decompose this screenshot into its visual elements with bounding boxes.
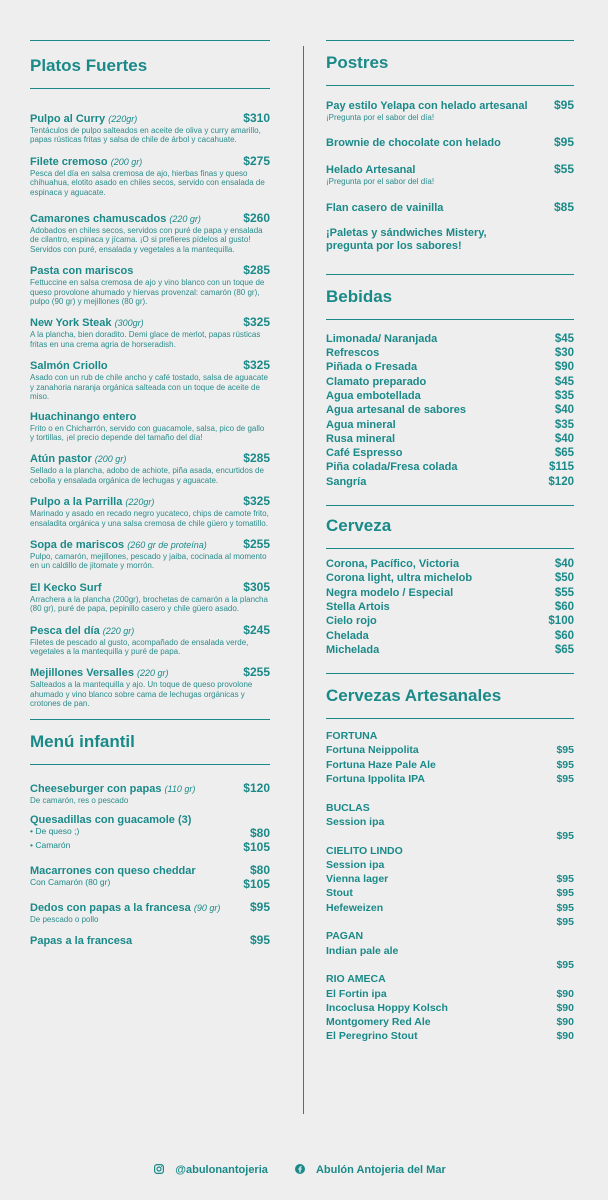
craft-prices (556, 729, 574, 1044)
drink-row (326, 629, 574, 643)
postres-title: Postres (326, 53, 389, 72)
item-price: $120 (243, 780, 270, 795)
drink-row (326, 557, 574, 571)
option-row: Con Camarón (80 gr) $105 (30, 877, 270, 891)
craft-price (556, 972, 574, 986)
craft-name: Vienna lager (326, 873, 389, 886)
item-description: Asado con un rub de chile ancho y café tostado, salsa de aguacate y zanahoria naranja orgánica salteada con un toque de aceite de miso. (30, 373, 268, 402)
item-head (326, 200, 574, 214)
drink-row (326, 600, 574, 614)
craft-price (556, 815, 574, 829)
drink-name: Michelada (326, 643, 380, 656)
drink-price: $35 (554, 418, 574, 431)
drink-price: $45 (554, 332, 574, 345)
menu-item (30, 211, 270, 254)
craft-price: $95 (556, 901, 574, 914)
artesanales-list (326, 729, 574, 1044)
item-title: Pulpo al Curry (30, 113, 106, 125)
item-price: $95 (553, 135, 574, 150)
drink-price: $120 (548, 475, 574, 488)
divider (30, 40, 270, 41)
item-price: $95 (249, 933, 270, 948)
drink-price: $90 (554, 361, 574, 374)
divider (326, 85, 574, 86)
drink-price: $115 (549, 461, 574, 474)
drink-row (326, 643, 574, 657)
item-price: $95 (249, 900, 270, 914)
item-weight: (200 gr) (110, 156, 143, 167)
craft-price: $95 (556, 744, 574, 757)
item-description: Pulpo, camarón, mejillones, pescado y jaiba, cocinada al momento en un caldillo de jitomate y morrón. (30, 551, 267, 571)
menu-item (30, 580, 270, 614)
item-head (326, 98, 574, 112)
item-name (30, 625, 134, 637)
drink-row (326, 571, 574, 585)
drink-row (326, 346, 574, 360)
item-weight: (220 gr) (102, 625, 135, 636)
craft-name: El Fortin ipa (326, 987, 387, 1000)
drink-name: Agua embotellada (326, 390, 421, 402)
item-head (30, 451, 270, 465)
drink-name: Stella Artois (326, 600, 390, 613)
item-title: Filete cremoso (30, 155, 108, 168)
drink-price: $35 (554, 390, 574, 402)
menu-item-papas (30, 933, 270, 947)
cerveza-title: Cerveza (326, 516, 392, 536)
item-name (30, 317, 144, 329)
item-name (30, 360, 108, 372)
item-description: Pesca del día en salsa cremosa de ajo, hierbas finas y queso chihuahua, elotito asado en chiles secos, servido con ensalada de espinaca y aguacate. (30, 168, 265, 197)
infantil-title: Menú infantil (30, 731, 135, 751)
drink-row (326, 332, 574, 346)
item-description: ¡Pregunta por el sabor del día! (326, 113, 435, 122)
drink-name: Refrescos (326, 347, 380, 360)
divider (326, 274, 574, 275)
item-price: $260 (243, 211, 270, 226)
craft-name: Stout (326, 887, 353, 900)
drink-name: Corona light, ultra michelob (326, 572, 473, 585)
dessert-item (326, 200, 574, 214)
column-divider (303, 46, 304, 1114)
item-name (30, 113, 137, 125)
item-price: $85 (553, 199, 574, 214)
drink-name: Corona, Pacífico, Victoria (326, 558, 460, 571)
drink-price: $50 (554, 572, 574, 585)
menu-item-dedos (30, 900, 270, 924)
craft-price (556, 786, 574, 800)
craft-price: $90 (556, 987, 574, 1000)
menu-item (30, 111, 270, 145)
item-name (30, 667, 169, 679)
craft-price (556, 858, 574, 872)
craft-name (326, 829, 448, 843)
craft-price: $95 (556, 958, 574, 971)
item-name (30, 213, 201, 225)
item-description: Arrachera a la plancha (200gr), brochetas de camarón a la plancha (80 gr), puré de papa, pepinillo casero y chile güero asado. (30, 594, 268, 614)
item-description: A la plancha, bien doradito. Demi glace de merlot, papas rústicas fritas en una crema agria de horseradish. (30, 330, 261, 349)
menu-item-cheeseburger (30, 781, 270, 805)
drink-name: Café Espresso (326, 447, 403, 460)
item-name: Macarrones con queso cheddar (30, 865, 196, 877)
option-row: • De queso ;) $80 (30, 826, 270, 840)
craft-price (556, 944, 574, 958)
item-head (30, 154, 270, 168)
menu-item (30, 494, 270, 528)
item-description: Filetes de pescado al gusto, acompañado de ensalada verde, vegetales a la mantequilla y puré de papa. (30, 637, 249, 656)
item-description: Salteados a la mantequilla y ajo. Un toque de queso provolone ahumado y vino blanco sobre cama de lechugas orgánicas y crotones de pan. (30, 680, 253, 709)
item-head (30, 263, 270, 277)
instagram-link[interactable]: @abulonantojeria (154, 1164, 279, 1176)
item-title: Pasta con mariscos (30, 265, 134, 278)
item-description: Marinado y asado en recado negro yucateco, chips de camote frito, ensaladita orgánica y una salsa cremosa de chile güero y tomatillo. (30, 509, 269, 528)
item-head (30, 665, 270, 679)
craft-price: $95 (556, 873, 574, 886)
drink-name: Chelada (326, 629, 369, 642)
drink-name: Piña colada/Fresa colada (326, 461, 458, 474)
item-title: Pesca del día (30, 624, 100, 637)
menu-item (30, 537, 270, 571)
item-price: $255 (243, 536, 270, 551)
craft-price: $95 (556, 773, 574, 786)
item-head (30, 580, 270, 594)
menu-item (30, 623, 270, 657)
craft-price: $90 (556, 1030, 574, 1043)
craft-name: Incoclusa Hoppy Kolsch (326, 1001, 448, 1014)
left-column (30, 40, 270, 956)
item-price: $325 (243, 494, 270, 509)
craft-names (326, 729, 448, 1044)
dessert-item (326, 135, 574, 149)
craft-name: BUCLAS (326, 801, 370, 814)
drink-row (326, 403, 574, 417)
drink-name: Rusa mineral (326, 432, 396, 445)
option-row: • Camarón $105 (30, 840, 270, 854)
drink-price: $40 (554, 404, 574, 417)
item-head (30, 494, 270, 508)
item-name (30, 496, 154, 508)
item-price: $325 (243, 358, 270, 373)
drink-price: $60 (554, 629, 574, 642)
item-description: Frito o en Chicharrón, servido con guacamole, salsa, pico de gallo y tortillas, ¡el precio depende del tamaño del día! (30, 423, 265, 442)
item-title: Salmón Criollo (30, 360, 108, 373)
craft-price: $95 (556, 758, 574, 771)
drink-name: Agua artesanal de sabores (326, 404, 467, 417)
item-head (326, 135, 574, 149)
drink-price: $40 (554, 558, 574, 571)
drink-name: Limonada/ Naranjada (326, 332, 438, 345)
item-name: Flan casero de vainilla (326, 201, 444, 214)
drink-price: $55 (554, 586, 574, 599)
drink-row (326, 418, 574, 432)
item-title: Pulpo a la Parrilla (30, 496, 123, 509)
divider (30, 88, 270, 89)
craft-price (556, 729, 574, 743)
item-description: Adobados en chiles secos, servidos con puré de papa y ensalada de cilantro, espinaca y jícama. ¡O si prefieres pídelos al gusto! Servidos con puré, ensalada y vegetales a la mantequilla. (30, 226, 263, 254)
drink-row (326, 475, 574, 489)
craft-name: Fortuna Ippolita IPA (326, 773, 425, 786)
menu-item-quesadillas (30, 814, 270, 854)
item-price: $80 (249, 863, 270, 877)
menu-item (30, 315, 270, 349)
craft-name: Indian pale ale (326, 944, 399, 957)
postres-list (326, 98, 574, 214)
item-title: New York Steak (30, 317, 112, 330)
item-name: Dedos con papas a la francesa (90 gr) (30, 902, 221, 914)
dessert-item (326, 162, 574, 186)
craft-name (326, 915, 448, 929)
menu-item (30, 411, 270, 443)
craft-price: $90 (556, 1001, 574, 1014)
item-price: $305 (243, 579, 270, 594)
item-name: Pay estilo Yelapa con helado artesanal (326, 100, 528, 112)
item-name (30, 411, 136, 423)
right-column (326, 40, 574, 1044)
menu-item (30, 665, 270, 708)
platos-list (30, 111, 270, 709)
item-title: Huachinango entero (30, 410, 137, 423)
bebidas-title: Bebidas (326, 286, 393, 306)
item-name (30, 582, 102, 594)
item-name: Helado Artesanal (326, 164, 416, 177)
drink-price: $65 (554, 447, 574, 460)
divider (30, 719, 270, 720)
craft-name (326, 786, 448, 800)
drink-name: Clamato preparado (326, 375, 427, 388)
item-weight: (200 gr) (94, 454, 127, 465)
craft-name (326, 958, 448, 972)
craft-price (556, 929, 574, 943)
drink-price: $65 (554, 643, 574, 656)
menu-item-macarrones (30, 863, 270, 891)
drink-name: Agua mineral (326, 418, 396, 431)
craft-name: El Peregrino Stout (326, 1030, 418, 1043)
craft-name: Montgomery Red Ale (326, 1016, 431, 1029)
item-name (30, 265, 133, 277)
item-price: $255 (243, 665, 270, 680)
instagram-icon (154, 1164, 164, 1174)
divider (326, 718, 574, 719)
divider (326, 505, 574, 506)
menu-item (30, 154, 270, 197)
drink-row (326, 460, 574, 474)
drink-price: $30 (554, 347, 574, 360)
drink-name: Cielo rojo (326, 615, 377, 628)
item-price: $285 (243, 451, 270, 466)
menu-item (30, 451, 270, 485)
craft-name: Hefeweizen (326, 901, 384, 914)
craft-price: $95 (556, 887, 574, 900)
item-price: $245 (243, 622, 270, 637)
facebook-icon (295, 1164, 305, 1174)
craft-name: PAGAN (326, 930, 364, 943)
craft-name: Session ipa (326, 815, 385, 828)
item-description: Fettuccine en salsa cremosa de ajo y vino blanco con un toque de queso provolone ahumado y hiervas provenzal: camarón (80 gr), pulpo (90 gr) y mejillones (80 gr). (30, 278, 265, 307)
item-description: De camarón, res o pescado (30, 795, 129, 805)
item-head (30, 111, 270, 125)
item-name (30, 156, 142, 168)
item-head (30, 358, 270, 372)
divider (326, 673, 574, 674)
postres-note: ¡Paletas y sándwiches Mistery, (326, 226, 487, 239)
postres-note: pregunta por los sabores! (326, 239, 462, 252)
divider (30, 764, 270, 765)
item-name (30, 453, 126, 465)
item-description: Sellado a la plancha, adobo de achiote, piña asada, encurtidos de cebolla y ensalada orgánica de lechugas y aguacate. (30, 466, 264, 485)
craft-price: $95 (556, 916, 574, 929)
item-head (30, 315, 270, 329)
item-price: $55 (553, 162, 574, 177)
craft-name: Session ipa (326, 858, 385, 871)
item-head (30, 211, 270, 225)
divider (326, 40, 574, 41)
drink-row (326, 432, 574, 446)
item-title: El Kecko Surf (30, 581, 102, 594)
craft-name: RIO AMECA (326, 973, 386, 986)
menu-item (30, 263, 270, 306)
drink-row (326, 446, 574, 460)
item-name (30, 539, 207, 551)
item-name: Brownie de chocolate con helado (326, 137, 501, 150)
drink-row (326, 614, 574, 628)
craft-price (556, 801, 574, 815)
drink-row (326, 360, 574, 374)
facebook-link[interactable]: Abulón Antojeria del Mar (295, 1164, 454, 1176)
drink-name: Negra modelo / Especial (326, 586, 454, 599)
drink-row (326, 375, 574, 389)
item-price: $325 (243, 315, 270, 330)
item-description: De pescado o pollo (30, 915, 99, 924)
item-description: ¡Pregunta por el sabor del día! (326, 177, 435, 187)
item-head (326, 162, 574, 176)
item-title: Atún pastor (30, 453, 92, 466)
item-weight: (220gr) (108, 114, 138, 124)
item-head (30, 537, 270, 551)
drink-price: $45 (554, 375, 574, 388)
item-name: Cheeseburger con papas (110 gr) (30, 782, 196, 795)
item-weight: (220 gr) (169, 214, 201, 225)
item-head (30, 623, 270, 637)
craft-name: Fortuna Haze Pale Ale (326, 758, 436, 771)
drink-price: $100 (548, 615, 574, 628)
drink-name: Sangría (326, 475, 367, 488)
craft-name: FORTUNA (326, 730, 378, 743)
item-name: Papas a la francesa (30, 935, 133, 948)
item-price: $310 (243, 111, 270, 125)
footer (0, 1164, 608, 1176)
craft-price: $95 (556, 830, 574, 843)
item-weight: (300gr) (114, 318, 144, 329)
item-weight: (220gr) (125, 497, 155, 508)
drink-name: Piñada o Fresada (326, 361, 418, 374)
craft-price (556, 844, 574, 858)
dessert-item (326, 98, 574, 122)
artesanales-title: Cervezas Artesanales (326, 686, 502, 706)
craft-price: $90 (556, 1016, 574, 1029)
divider (326, 319, 574, 320)
bebidas-list (326, 332, 574, 489)
drink-row (326, 586, 574, 600)
item-price: $275 (243, 153, 270, 168)
item-description: Tentáculos de pulpo salteados en aceite de oliva y curry amarillo, papas rústicas fritas y salsa de chile de árbol y cacahuate. (30, 126, 261, 145)
drink-price: $40 (554, 432, 574, 445)
drink-price: $60 (554, 600, 574, 613)
item-head (30, 411, 270, 423)
menu-item (30, 358, 270, 401)
item-weight: (260 gr de proteína) (127, 539, 207, 550)
craft-name: Fortuna Neippolita (326, 744, 419, 757)
item-price: $285 (243, 263, 270, 278)
item-title: Camarones chamuscados (30, 213, 167, 226)
platos-title: Platos Fuertes (30, 56, 148, 75)
item-price: $95 (553, 98, 574, 112)
drink-row (326, 389, 574, 403)
craft-name: CIELITO LINDO (326, 844, 403, 857)
item-title: Sopa de mariscos (30, 538, 125, 551)
item-title: Mejillones Versalles (30, 667, 134, 680)
item-weight: (220 gr) (137, 668, 169, 679)
cerveza-list (326, 557, 574, 657)
item-name: Quesadillas con guacamole (3) (30, 814, 192, 826)
divider (326, 548, 574, 549)
